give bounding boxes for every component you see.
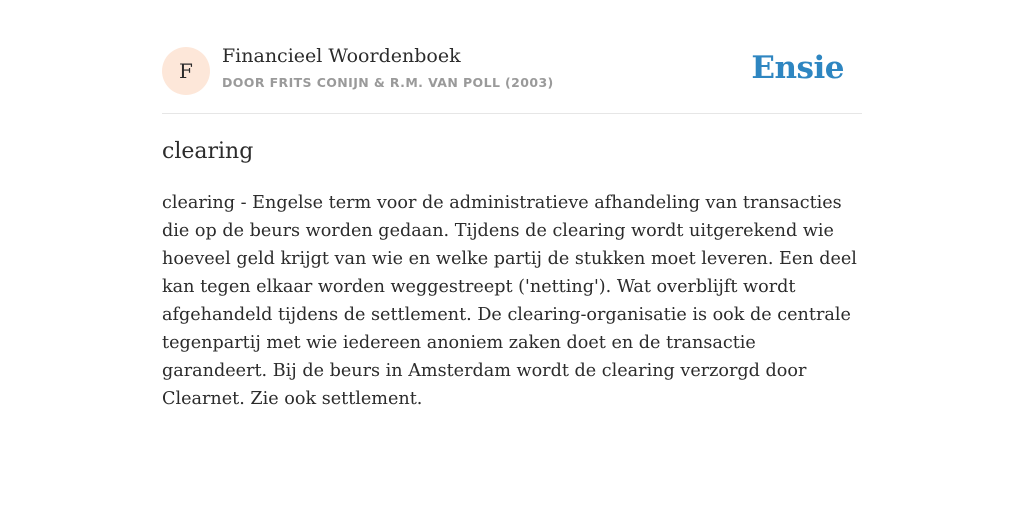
dictionary-header [162, 0, 862, 114]
entry-term: clearing [162, 139, 254, 164]
entry-definition: clearing - Engelse term voor de administratieve afhandeling van transacties die op de beurs worden gedaan. Tijdens de clearing wordt uitgerekend wie hoeveel geld krijgt van wie en welke partij de stukken moet leveren. Een deel kan tegen elkaar worden weggestreept ('netting'). Wat overblijft wordt afgehandeld tijdens de settlement. De clearing-organisatie is ook de centrale tegenpartij met wie iedereen anoniem zaken doet en de transactie garandeert. Bij de beurs in Amsterdam wordt de clearing verzorgd door Clearnet. Zie ook settlement. [162, 193, 857, 409]
dictionary-avatar[interactable]: F [162, 47, 210, 95]
dictionary-title[interactable]: Financieel Woordenboek [222, 45, 461, 67]
dictionary-subtitle: DOOR FRITS CONIJN & R.M. VAN POLL (2003) [222, 75, 554, 90]
ensie-logo[interactable]: Ensie [751, 50, 844, 86]
page-content [162, 0, 862, 413]
